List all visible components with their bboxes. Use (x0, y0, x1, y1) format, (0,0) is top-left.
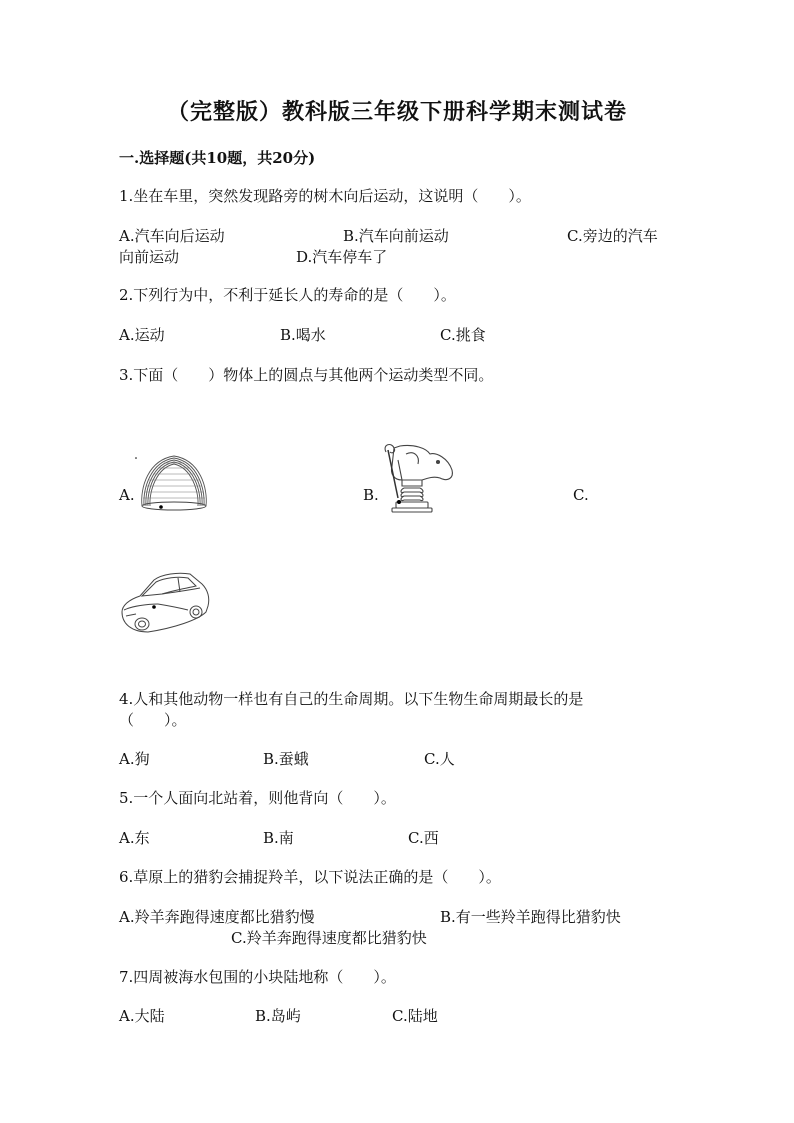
question-3-stem: 3.下面（ ）物体上的圆点与其他两个运动类型不同。 (119, 366, 494, 384)
q5-option-b: B.南 (263, 829, 294, 847)
question-4-stem-continued: （ ）。 (119, 711, 187, 729)
q6-option-c: C.羚羊奔跑得速度都比猎豹快 (231, 929, 427, 947)
question-2-stem: 2.下列行为中，不利于延长人的寿命的是（ ）。 (119, 286, 456, 304)
q1-option-c-continued: 向前运动 (119, 248, 180, 266)
question-6-stem: 6.草原上的猎豹会捕捉羚羊，以下说法正确的是（ ）。 (119, 868, 501, 886)
question-7-stem: 7.四周被海水包围的小块陆地称（ ）。 (119, 968, 396, 986)
question-1-stem: 1.坐在车里，突然发现路旁的树木向后运动，这说明（ ）。 (119, 187, 531, 205)
q7-option-b: B.岛屿 (255, 1007, 301, 1025)
q3-option-c: C. (573, 486, 589, 504)
q6-option-a: A.羚羊奔跑得速度都比猎豹慢 (119, 908, 315, 926)
q4-option-b: B.蚕蛾 (263, 750, 309, 768)
slinky-spring-image (134, 448, 214, 512)
q1-option-d: D.汽车停车了 (296, 248, 388, 266)
q5-option-c: C.西 (408, 829, 439, 847)
spring-rocking-animal-image (378, 440, 458, 516)
q6-option-b: B.有一些羚羊跑得比猎豹快 (440, 908, 621, 926)
q1-option-b: B.汽车向前运动 (343, 227, 449, 245)
q4-option-a: A.狗 (119, 750, 150, 768)
q7-option-c: C.陆地 (392, 1007, 438, 1025)
q5-option-a: A.东 (119, 829, 150, 847)
q4-option-c: C.人 (424, 750, 455, 768)
page-title: （完整版）教科版三年级下册科学期末测试卷 (166, 99, 627, 125)
q1-option-c: C.旁边的汽车 (567, 227, 658, 245)
q3-option-a: A. (119, 486, 135, 504)
car-image (118, 566, 212, 636)
q2-option-b: B.喝水 (280, 326, 326, 344)
q2-option-c: C.挑食 (440, 326, 486, 344)
q2-option-a: A.运动 (119, 326, 165, 344)
q7-option-a: A.大陆 (119, 1007, 165, 1025)
q1-option-a: A.汽车向后运动 (119, 227, 225, 245)
question-4-stem: 4.人和其他动物一样也有自己的生命周期。以下生物生命周期最长的是 (119, 690, 584, 708)
question-5-stem: 5.一个人面向北站着，则他背向（ ）。 (119, 789, 396, 807)
q3-option-b: B. (363, 486, 379, 504)
section-heading: 一.选择题(共10题，共20分) (119, 149, 316, 167)
